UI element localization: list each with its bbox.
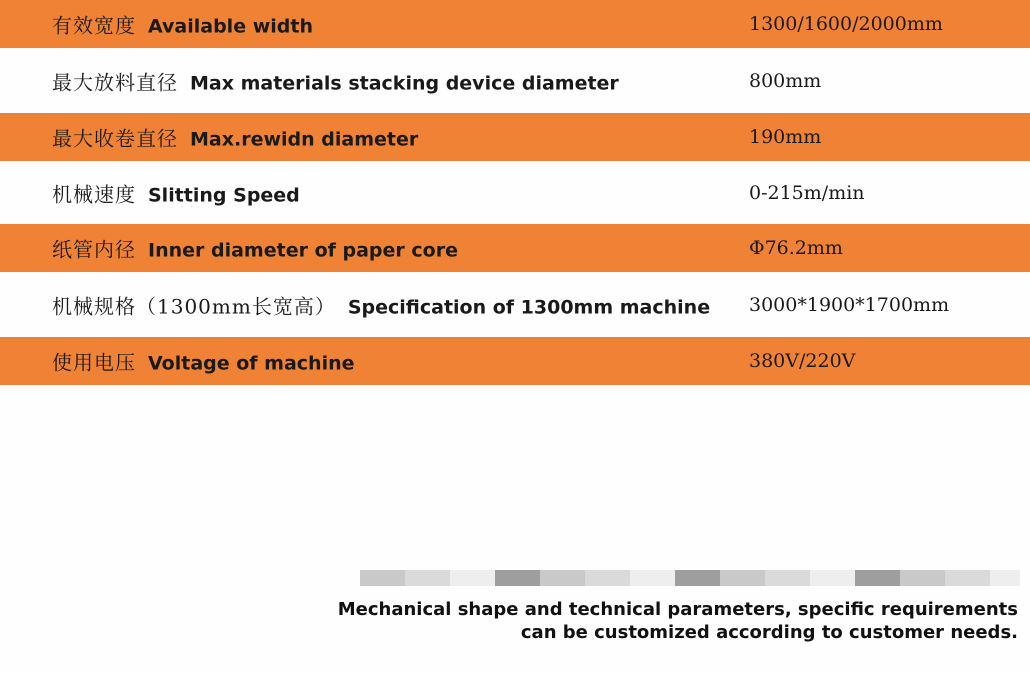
spec-value: 0-215m/min — [749, 181, 865, 204]
spec-label — [52, 178, 300, 207]
blur-pixel — [795, 570, 810, 586]
blur-pixel — [900, 570, 915, 586]
spec-row-max-rewind-diameter — [0, 113, 1030, 161]
blur-pixel — [930, 570, 945, 586]
spec-row-slitting-speed — [0, 161, 1030, 224]
blur-pixel — [975, 570, 990, 586]
spec-label — [52, 10, 313, 39]
spec-row-paper-core-diameter — [0, 224, 1030, 272]
blur-pixel — [405, 570, 420, 586]
blur-pixel — [750, 570, 765, 586]
spec-value: 1300/1600/2000mm — [749, 13, 943, 35]
spec-label-en: Max materials stacking device diameter — [190, 72, 619, 94]
spec-label-en: Specification of 1300mm machine — [347, 296, 711, 318]
blur-pixel — [705, 570, 720, 586]
spec-label-en: Available width — [148, 15, 313, 38]
blur-pixel — [840, 570, 855, 586]
blur-pixel — [465, 570, 480, 586]
blur-pixel — [885, 570, 900, 586]
blur-pixel — [735, 570, 750, 586]
blur-pixel — [990, 570, 1005, 586]
blur-pixel — [855, 570, 870, 586]
spec-value: 190mm — [749, 126, 822, 148]
blur-pixel — [600, 570, 615, 586]
spec-row-max-unwind-diameter — [0, 48, 1030, 113]
pixelated-blur-strip — [360, 570, 1020, 586]
spec-label-en: Max.rewidn diameter — [190, 128, 419, 151]
spec-label — [52, 66, 619, 95]
blur-pixel — [615, 570, 630, 586]
spec-value: 800mm — [749, 69, 822, 92]
blur-pixel — [960, 570, 975, 586]
blur-pixel — [945, 570, 960, 586]
spec-label-cn: 使用电压 — [52, 350, 136, 375]
spec-row-available-width — [0, 0, 1030, 48]
blur-pixel — [360, 570, 375, 586]
blur-pixel — [585, 570, 600, 586]
spec-value: Φ76.2mm — [749, 237, 843, 259]
blur-pixel — [810, 570, 825, 586]
blur-pixel — [870, 570, 885, 586]
blur-pixel — [915, 570, 930, 586]
blur-pixel — [690, 570, 705, 586]
footnote-line-2: can be customized according to customer needs. — [520, 622, 1018, 643]
blur-pixel — [435, 570, 450, 586]
spec-label-cn: 机械规格（1300mm长宽高） — [52, 294, 336, 318]
spec-label-cn: 最大收卷直径 — [52, 126, 178, 151]
spec-row-voltage — [0, 337, 1030, 385]
blur-pixel — [630, 570, 645, 586]
blur-pixel — [1005, 570, 1020, 586]
blur-pixel — [825, 570, 840, 586]
blur-pixel — [375, 570, 390, 586]
footnote-line-1: Mechanical shape and technical parameters, specific requirements — [337, 599, 1018, 620]
blur-pixel — [765, 570, 780, 586]
spec-label-cn: 最大放料直径 — [52, 70, 178, 94]
spec-row-machine-specification — [0, 272, 1030, 337]
blur-pixel — [570, 570, 585, 586]
blur-pixel — [390, 570, 405, 586]
blur-pixel — [525, 570, 540, 586]
spec-label-cn: 纸管内径 — [52, 237, 136, 262]
spec-label — [52, 234, 458, 263]
spec-label — [52, 347, 355, 376]
spec-label-en: Voltage of machine — [148, 352, 355, 375]
blur-pixel — [495, 570, 510, 586]
blur-pixel — [540, 570, 555, 586]
spec-label — [52, 123, 418, 152]
spec-label-en: Slitting Speed — [148, 184, 300, 206]
blur-pixel — [480, 570, 495, 586]
blur-pixel — [675, 570, 690, 586]
blur-pixel — [450, 570, 465, 586]
spec-label-cn: 有效宽度 — [52, 13, 136, 38]
spec-label-cn: 机械速度 — [52, 182, 136, 206]
spec-label-en: Inner diameter of paper core — [148, 239, 458, 262]
blur-pixel — [420, 570, 435, 586]
footnote — [338, 598, 1018, 644]
spec-value: 380V/220V — [749, 350, 856, 372]
blur-pixel — [555, 570, 570, 586]
spec-label — [52, 290, 710, 319]
blur-pixel — [510, 570, 525, 586]
blur-pixel — [660, 570, 675, 586]
blur-pixel — [720, 570, 735, 586]
blur-pixel — [645, 570, 660, 586]
spec-value: 3000*1900*1700mm — [749, 293, 950, 316]
blur-pixel — [780, 570, 795, 586]
